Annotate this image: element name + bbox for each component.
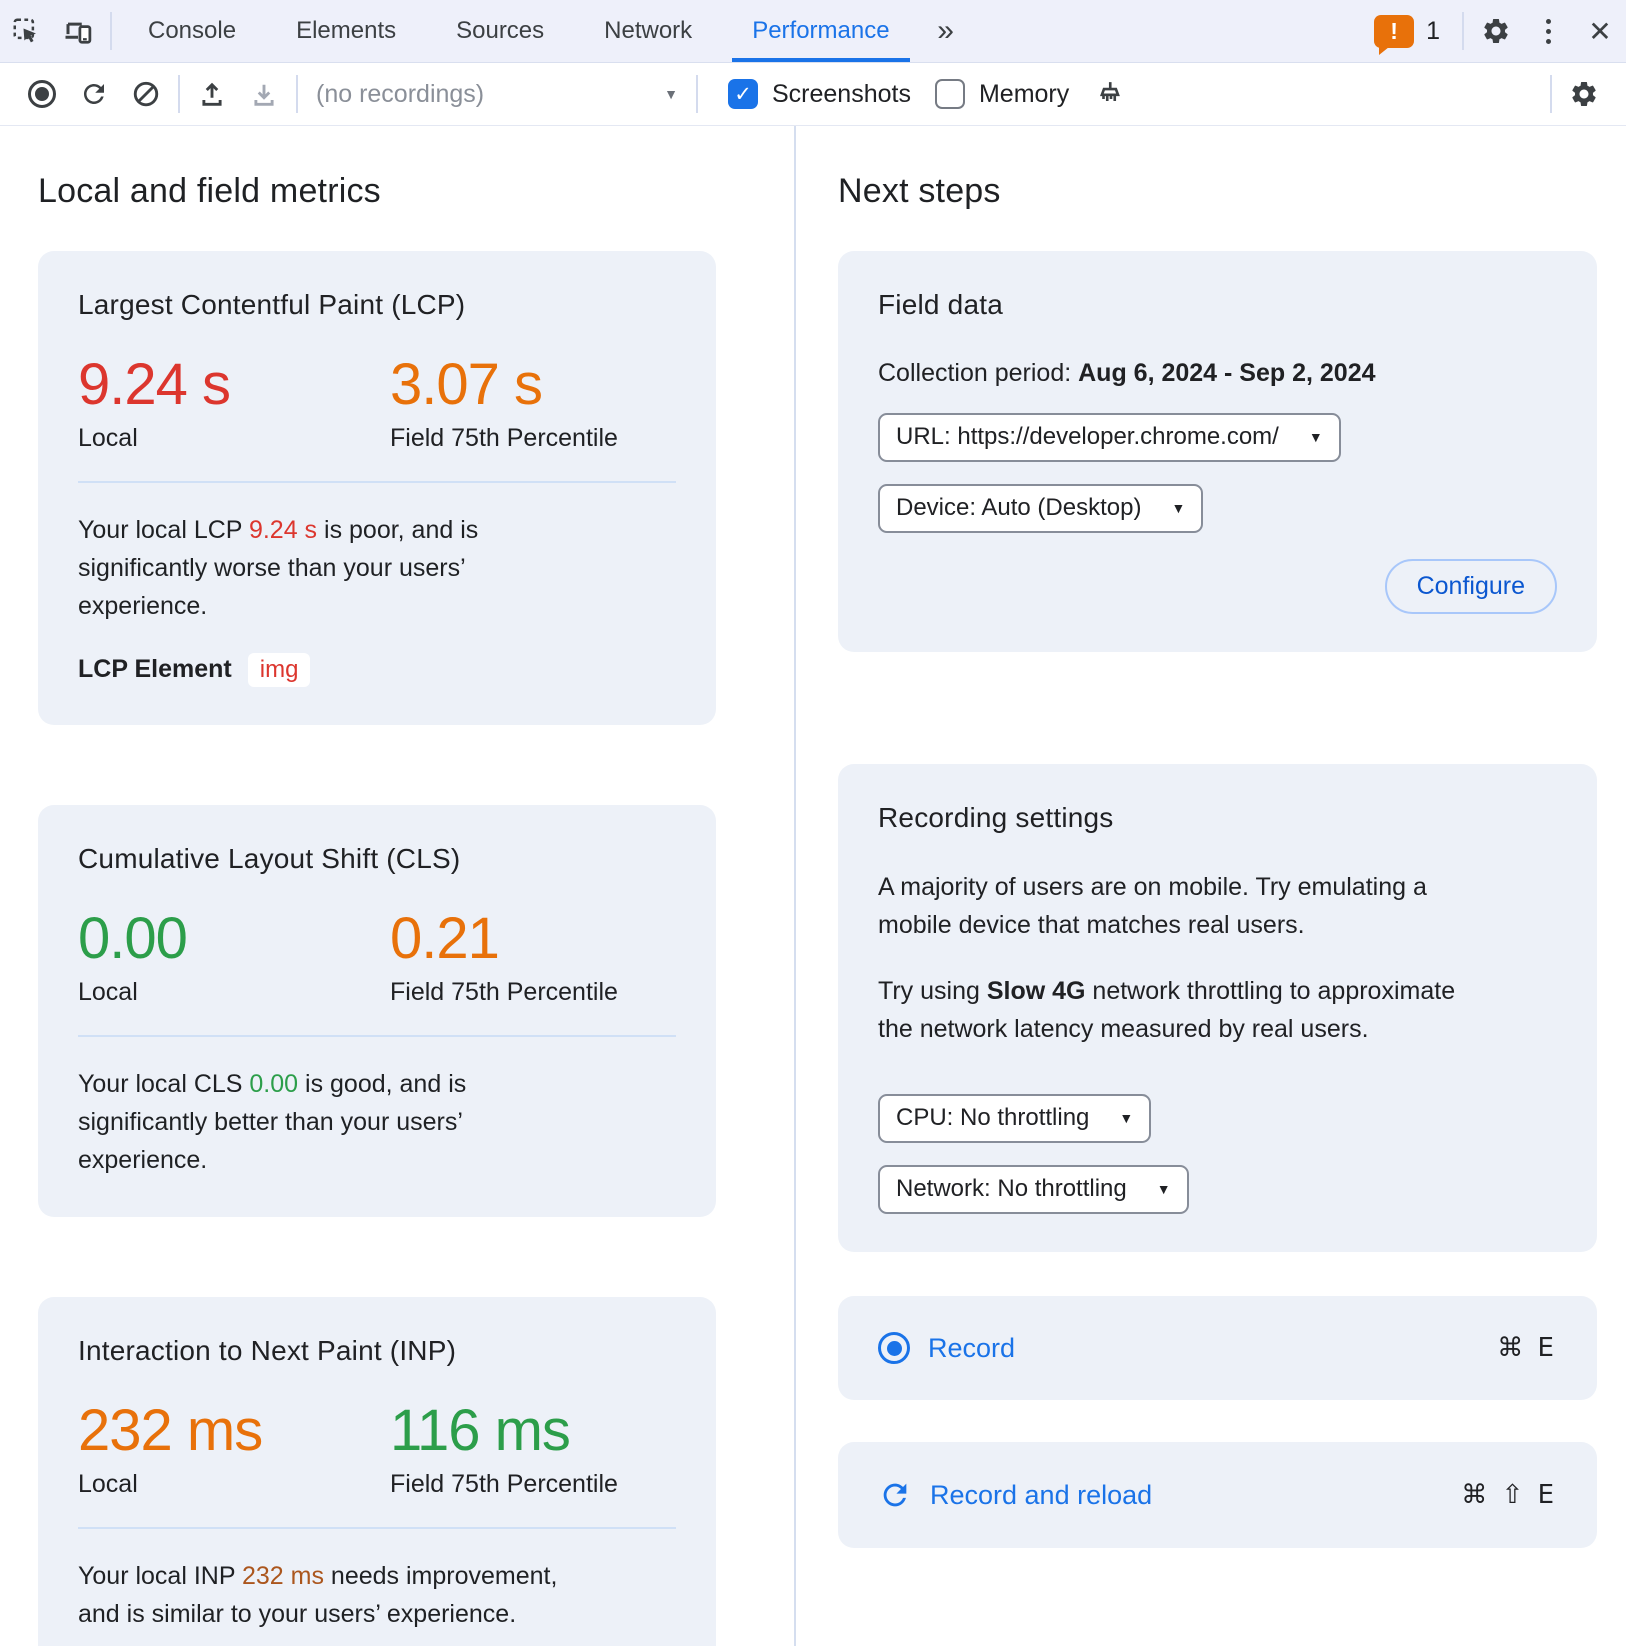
recordings-dropdown[interactable] [304,80,690,109]
devtools-tabs-bar [0,0,1626,63]
configure-button[interactable]: Configure [1385,559,1557,614]
load-profile-button[interactable] [186,68,238,120]
gc-button[interactable] [1083,68,1135,120]
network-throttling-select[interactable]: Network: No throttling ▼ [878,1165,1189,1214]
chevron-down-icon: ▼ [1171,500,1186,516]
inp-local-value: 232 ms [78,1397,263,1463]
inspect-element-button[interactable] [0,0,52,62]
record-button[interactable] [16,68,68,120]
kebab-menu-icon [1546,19,1551,44]
screenshots-label: Screenshots [772,79,911,108]
toolbar-divider [110,12,112,50]
clear-button[interactable] [120,68,172,120]
record-shortcut: ⌘ E [1497,1333,1557,1363]
checkbox-checked-icon: ✓ [728,79,758,109]
download-icon [249,79,279,109]
inp-description: Your local INP 232 ms needs improvement, and is similar to your users’ experience. [78,1561,558,1628]
record-reload-shortcut: ⌘ ⇧ E [1461,1480,1557,1510]
cpu-throttling-select[interactable]: CPU: No throttling ▼ [878,1094,1151,1143]
toolbar-divider [178,75,180,113]
tab-network[interactable]: Network [574,0,722,62]
lcp-element-link[interactable]: img [248,653,311,687]
tab-console[interactable]: Console [118,0,266,62]
cls-card [38,805,716,1217]
inp-local-label: Local [78,1469,138,1498]
lcp-description: Your local LCP 9.24 s is poor, and is significantly worse than your users’ experience. [78,515,479,620]
tab-sources[interactable]: Sources [426,0,574,62]
record-action-card[interactable] [838,1296,1597,1400]
collection-period: Collection period: Aug 6, 2024 - Sep 2, 2024 [878,359,1376,387]
mobile-emulation-hint: A majority of users are on mobile. Try emulating a mobile device that matches real users. [878,873,1427,939]
more-tabs-button[interactable]: » [920,0,972,62]
cls-field-label: Field 75th Percentile [390,977,618,1006]
memory-label: Memory [978,79,1070,108]
lcp-field-value: 3.07 s [390,352,542,417]
lcp-element-row [78,653,676,687]
network-throttling-hint: Try using Slow 4G network throttling to approximate the network latency measured by real users. [878,977,1456,1043]
toolbar-divider [696,75,698,113]
lcp-local-value: 9.24 s [78,352,230,417]
cls-description: Your local CLS 0.00 is good, and is significantly better than your users’ experience. [78,1069,467,1174]
gear-icon [1569,79,1599,109]
field-data-card [838,251,1597,652]
inp-field-label: Field 75th Percentile [390,1469,618,1498]
field-data-title: Field data [878,289,1003,320]
tab-performance[interactable]: Performance [722,0,919,62]
lcp-card-title: Largest Contentful Paint (LCP) [78,289,466,320]
url-select[interactable]: URL: https://developer.chrome.com/ ▼ [878,413,1341,462]
inp-field-metric [390,1397,676,1499]
inp-field-value: 116 ms [390,1397,570,1463]
record-action-label: Record [928,1332,1016,1363]
gear-icon [1481,16,1511,46]
divider [78,1527,676,1529]
cls-local-value: 0.00 [78,905,187,971]
cls-field-value: 0.21 [390,905,499,971]
reload-icon [79,79,109,109]
chevron-down-icon: ▼ [664,86,678,102]
local-field-metrics-panel [0,126,796,1646]
block-icon [131,79,161,109]
toolbar-divider [1550,75,1552,113]
record-reload-action-label: Record and reload [930,1479,1153,1510]
more-options-button[interactable] [1522,0,1574,62]
tab-elements[interactable]: Elements [266,0,426,62]
toolbar-divider [1462,12,1464,50]
performance-toolbar [0,63,1626,126]
chevron-down-icon: ▼ [1119,1110,1134,1126]
issues-count: 1 [1426,16,1440,45]
local-field-metrics-title: Local and field metrics [38,172,381,210]
close-devtools-button[interactable]: ✕ [1574,0,1626,62]
lcp-local-label: Local [78,423,138,452]
divider [78,481,676,483]
warning-badge-icon: ! [1374,15,1414,48]
checkbox-empty-icon [935,79,965,109]
recording-settings-title: Recording settings [878,802,1114,833]
next-steps-title: Next steps [838,172,1001,210]
cls-local-metric [78,905,390,1007]
recording-settings-card [838,764,1597,1252]
recordings-placeholder: (no recordings) [316,79,485,108]
upload-icon [197,79,227,109]
toolbar-divider [296,75,298,113]
record-reload-action-card[interactable] [838,1442,1597,1548]
inp-card [38,1297,716,1646]
device-select[interactable]: Device: Auto (Desktop) ▼ [878,484,1203,533]
inp-card-title: Interaction to Next Paint (INP) [78,1334,457,1366]
inp-local-metric [78,1397,390,1499]
save-profile-button[interactable] [238,68,290,120]
inspect-icon [11,16,41,46]
capture-settings-button[interactable] [1558,68,1610,120]
reload-icon [878,1478,912,1512]
cls-local-label: Local [78,977,138,1006]
chevron-down-icon: ▼ [1156,1181,1171,1197]
brush-icon [1094,79,1124,109]
record-icon [878,1332,910,1364]
record-and-reload-button[interactable] [68,68,120,120]
lcp-field-metric [390,352,676,453]
lcp-element-label: LCP Element [78,655,232,684]
settings-button[interactable] [1470,0,1522,62]
memory-checkbox[interactable] [935,79,1069,109]
divider [78,1035,676,1037]
lcp-field-label: Field 75th Percentile [390,423,618,452]
cls-card-title: Cumulative Layout Shift (CLS) [78,842,461,874]
issues-counter[interactable] [1374,15,1440,48]
next-steps-panel [796,126,1626,1646]
lcp-local-metric [78,352,390,453]
cls-field-metric [390,905,676,1007]
device-toolbar-icon [63,16,93,46]
record-icon [28,80,56,108]
chevron-down-icon: ▼ [1308,429,1323,445]
device-toolbar-button[interactable] [52,0,104,62]
screenshots-checkbox[interactable] [728,79,911,109]
lcp-card [38,251,716,725]
